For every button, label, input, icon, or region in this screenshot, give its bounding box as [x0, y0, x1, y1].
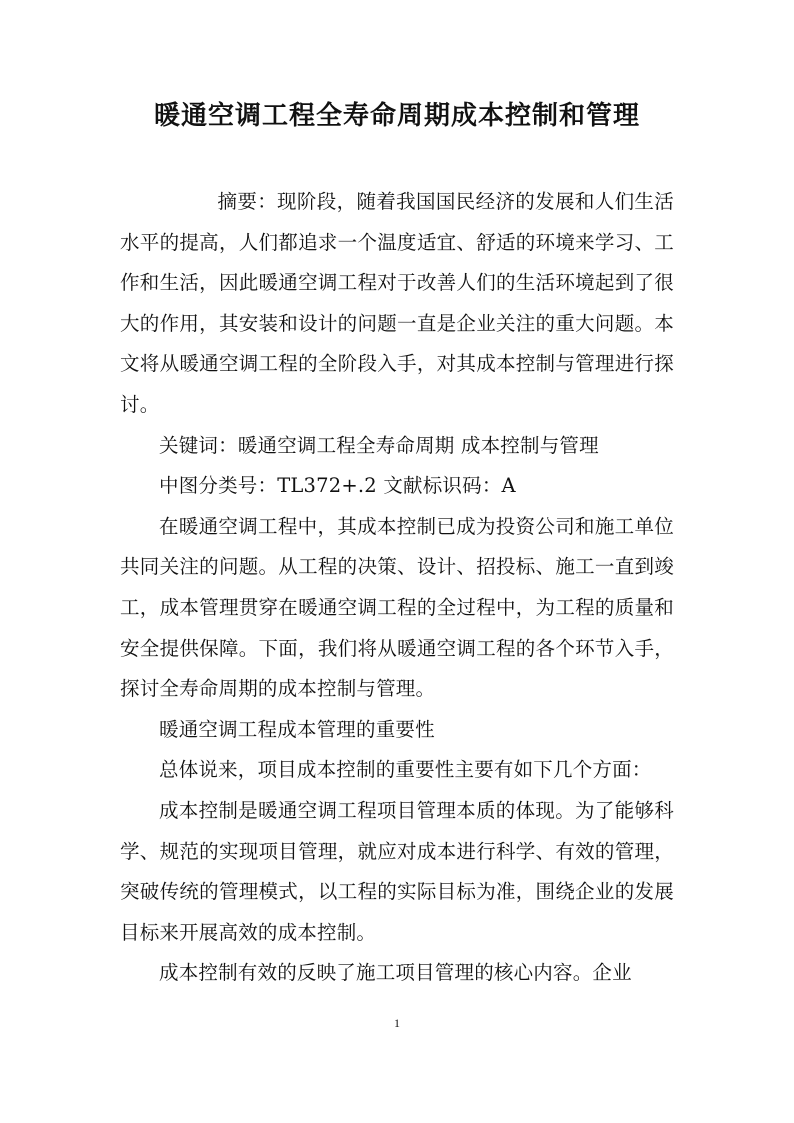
intro-paragraph: 在暖通空调工程中，其成本控制已成为投资公司和施工单位共同关注的问题。从工程的决策、设计、招投标、施工一直到竣工，成本管理贯穿在暖通空调工程的全过程中，为工程的质量和安全提供保障。下面，我们将从暖通空调工程的各个环节入手，探讨全寿命周期的成本控制与管理。 [120, 514, 674, 701]
document-body [120, 182, 674, 994]
classification-line: 中图分类号：TL372+.2 文献标识码：A [159, 474, 516, 498]
abstract-paragraph: 摘要：现阶段，随着我国国民经济的发展和人们生活水平的提高，人们都追求一个温度适宜、舒适的环境来学习、工作和生活，因此暖通空调工程对于改善人们的生活环境起到了很大的作用，其安装和设计的问题一直是企业关注的重大问题。本文将从暖通空调工程的全阶段入手，对其成本控制与管理进行探讨。 [120, 190, 674, 416]
overview-paragraph: 总体说来，项目成本控制的重要性主要有如下几个方面： [159, 758, 652, 782]
keywords-line: 关键词：暖通空调工程全寿命周期 成本控制与管理 [159, 433, 599, 457]
page-number: 1 [394, 1016, 400, 1030]
section-heading: 暖通空调工程成本管理的重要性 [159, 717, 435, 741]
point-1-paragraph: 成本控制是暖通空调工程项目管理本质的体现。为了能够科学、规范的实现项目管理，就应对成本进行科学、有效的管理，突破传统的管理模式，以工程的实际目标为准，围绕企业的发展目标来开展高效的成本控制。 [120, 798, 674, 944]
point-2-paragraph: 成本控制有效的反映了施工项目管理的核心内容。企业 [159, 961, 632, 985]
page-title: 暖通空调工程全寿命周期成本控制和管理 [153, 101, 640, 131]
